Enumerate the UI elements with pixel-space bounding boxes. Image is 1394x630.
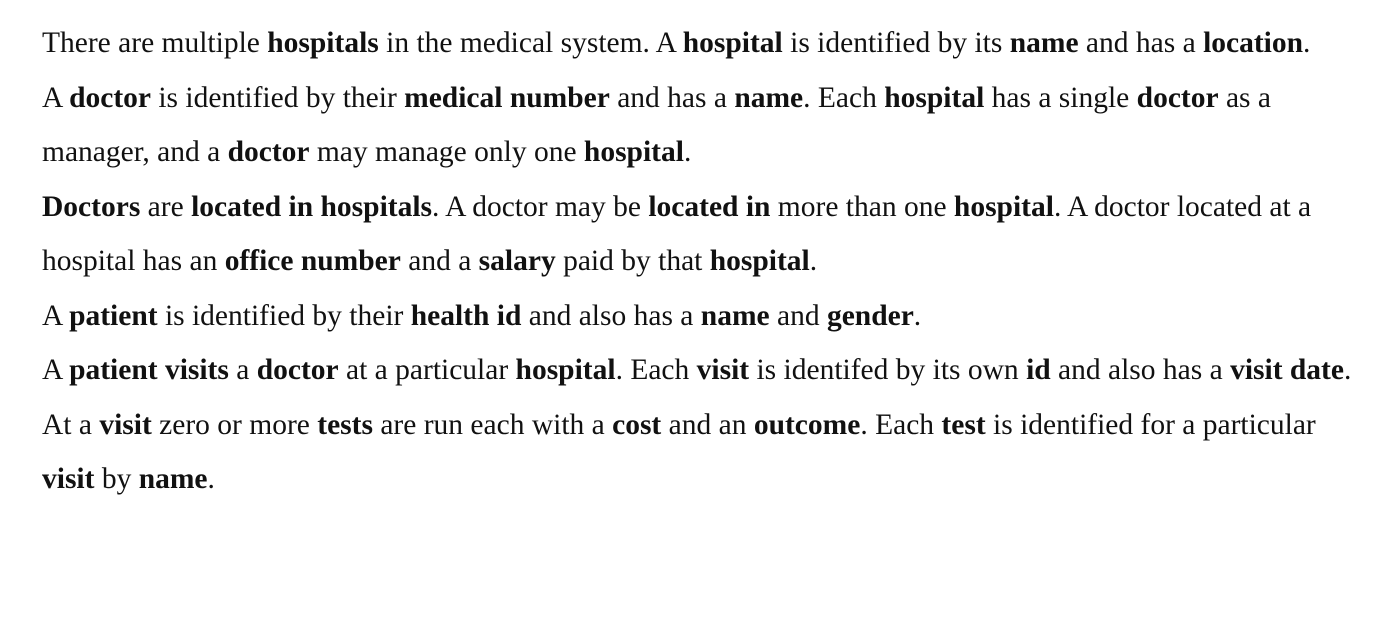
- bold-term: hospital: [884, 81, 985, 114]
- text-run: in the medical system. A: [378, 27, 683, 59]
- bold-term: hospital: [682, 27, 783, 59]
- bold-term: visit date: [1230, 354, 1344, 386]
- bold-term: visit: [42, 463, 95, 495]
- text-run: . Each: [615, 354, 697, 386]
- bold-term: visit: [99, 408, 152, 441]
- bold-term: name: [1009, 27, 1079, 59]
- bold-term: hospital: [953, 190, 1054, 223]
- bold-term: office number: [224, 245, 401, 277]
- text-run: are: [140, 190, 192, 223]
- bold-term: outcome: [753, 408, 861, 441]
- text-run: A: [42, 81, 70, 114]
- text-run: and has a: [1078, 27, 1204, 59]
- text-run: .: [1343, 354, 1352, 386]
- paragraph-hospitals: [42, 16, 1364, 71]
- text-run: and also has a: [1050, 354, 1231, 386]
- paragraph-patients: [42, 289, 1364, 344]
- bold-term: medical number: [404, 81, 610, 114]
- text-run: .: [683, 136, 692, 168]
- bold-term: location: [1203, 27, 1304, 59]
- bold-term: hospitals: [267, 27, 379, 59]
- bold-term: located in: [648, 190, 771, 223]
- bold-term: salary: [478, 245, 556, 277]
- text-run: .: [1303, 27, 1311, 59]
- bold-term: name: [734, 81, 804, 114]
- bold-term: doctor: [256, 354, 339, 386]
- bold-term: doctor: [1136, 81, 1219, 114]
- text-run: is identified for a particular: [985, 408, 1316, 441]
- text-run: and has a: [609, 81, 735, 114]
- text-run: is identified by its: [782, 27, 1010, 59]
- paragraph-doctor-location: [42, 180, 1364, 289]
- text-run: and also has a: [521, 299, 701, 332]
- bold-term: id: [1026, 354, 1051, 386]
- text-run: . Each: [860, 408, 942, 441]
- bold-term: gender: [826, 299, 914, 332]
- bold-term: located in hospitals: [191, 190, 433, 223]
- text-run: as a manager, and a: [42, 81, 1271, 168]
- bold-term: test: [941, 408, 986, 441]
- text-run: There are multiple: [42, 27, 268, 59]
- text-run: . A doctor located at a hospital has an: [42, 190, 1312, 277]
- bold-term: tests: [317, 408, 373, 441]
- bold-term: name: [138, 463, 208, 495]
- text-run: and a: [400, 245, 479, 277]
- text-run: has a single: [984, 81, 1137, 114]
- bold-term: hospital: [709, 245, 810, 277]
- text-run: are run each with a: [372, 408, 613, 441]
- text-run: zero or more: [151, 408, 318, 441]
- text-run: At a: [42, 408, 100, 441]
- text-run: .: [913, 299, 922, 332]
- text-run: . A doctor may be: [432, 190, 649, 223]
- paragraph-doctors: [42, 71, 1364, 180]
- text-run: paid by that: [555, 245, 710, 277]
- text-run: at a particular: [338, 354, 516, 386]
- text-run: . Each: [803, 81, 885, 114]
- text-run: A: [42, 354, 70, 386]
- text-run: and: [769, 299, 827, 332]
- bold-term: visit: [696, 354, 750, 386]
- bold-term: hospital: [583, 136, 684, 168]
- bold-term: cost: [612, 408, 662, 441]
- bold-term: doctor: [227, 136, 310, 168]
- text-run: a: [228, 354, 257, 386]
- text-run: and an: [661, 408, 754, 441]
- paragraph-visits: [42, 343, 1364, 398]
- text-run: may manage only one: [309, 136, 584, 168]
- bold-term: Doctors: [42, 190, 141, 223]
- text-run: is identified by their: [150, 81, 405, 114]
- bold-term: health id: [410, 299, 522, 332]
- bold-term: patient: [69, 299, 158, 332]
- bold-term: patient visits: [69, 354, 229, 386]
- text-run: A: [42, 299, 70, 332]
- bold-term: hospital: [515, 354, 616, 386]
- text-run: is identified by their: [157, 299, 411, 332]
- text-run: more than one: [770, 190, 954, 223]
- text-run: .: [207, 463, 215, 495]
- bold-term: name: [700, 299, 770, 332]
- text-run: is identifed by its own: [749, 354, 1027, 386]
- text-run: by: [94, 463, 139, 495]
- bold-term: doctor: [69, 81, 151, 114]
- text-run: .: [809, 245, 818, 277]
- paragraph-tests: [42, 398, 1364, 507]
